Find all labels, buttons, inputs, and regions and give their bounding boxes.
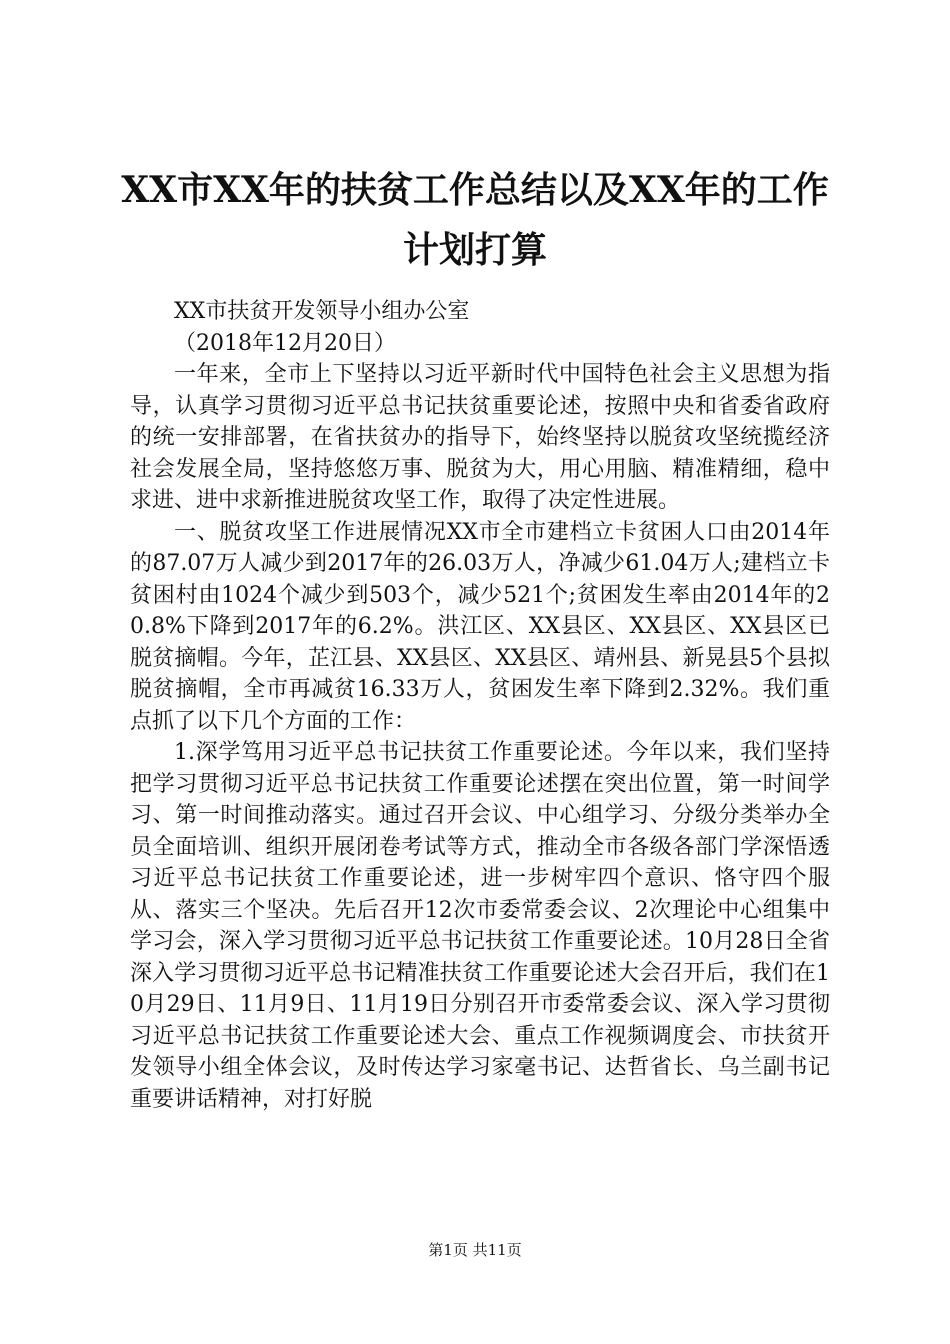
- paragraph-item-one: 1.深学笃用习近平总书记扶贫工作重要论述。今年以来，我们坚持把学习贯彻习近平总书记扶贫工作重要论述摆在突出位置，第一时间学习、第一时间推动落实。通过召开会议、中心组学习、分级分类举办全员全面培训、组织开展闭卷考试等方式，推动全市各级各部门学深悟透习近平总书记扶贫工作重要论述，进一步树牢四个意识、恪守四个服从、落实三个坚决。先后召开12次市委常委会议、2次理论中心组集中学习会，深入学习贯彻习近平总书记扶贫工作重要论述。10月28日全省深入学习贯彻习近平总书记精准扶贫工作重要论述大会召开后，我们在10月29日、11月9日、11月19日分别召开市委常委会议、深入学习贯彻习近平总书记扶贫工作重要论述大会、重点工作视频调度会、市扶贫开发领导小组全体会议，及时传达学习家毫书记、达哲省长、乌兰副书记重要讲话精神，对打好脱: [130, 740, 830, 1112]
- date-line: （2018年12月20日）: [174, 330, 396, 356]
- paragraph-section-one: 一、脱贫攻坚工作进展情况XX市全市建档立卡贫困人口由2014年的87.07万人减少到2017年的26.03万人，净减少61.04万人;建档立卡贫困村由1024个减少到503个，减少521个;贫困发生率由2014年的20.8%下降到2017年的6.2%。洪江区、XX县区、XX县区、XX县区已脱贫摘帽。今年，芷江县、XX县区、XX县区、靖州县、新晃县5个县拟脱贫摘帽，全市再减贫16.33万人，贫困发生率下降到2.32%。我们重点抓了以下几个方面的工作：: [130, 519, 830, 734]
- paragraph-intro: 一年来，全市上下坚持以习近平新时代中国特色社会主义思想为指导，认真学习贯彻习近平总书记扶贫重要论述，按照中央和省委省政府的统一安排部署，在省扶贫办的指导下，始终坚持以脱贫攻坚统揽经济社会发展全局，坚持悠悠万事、脱贫为大，用心用脑、精准精细，稳中求进、进中求新推进脱贫攻坚工作，取得了决定性进展。: [130, 362, 830, 513]
- issuer-line: XX市扶贫开发领导小组办公室: [174, 299, 470, 324]
- document-title: XX市XX年的扶贫工作总结以及XX年的工作计划打算: [121, 169, 829, 271]
- document-body: [130, 296, 830, 1115]
- page-footer: 第1页 共11页: [428, 1241, 522, 1259]
